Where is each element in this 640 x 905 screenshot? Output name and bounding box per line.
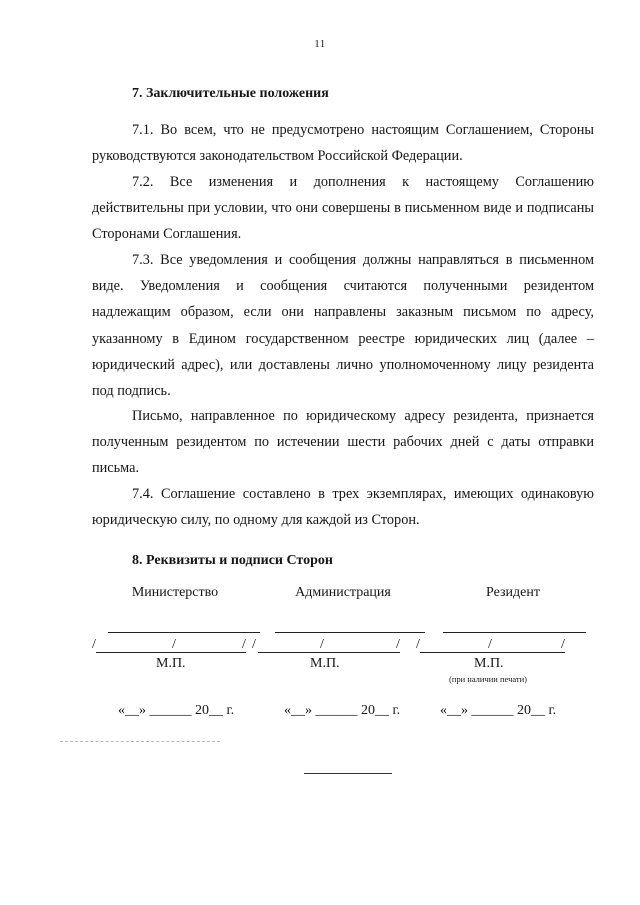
signature-slash: / — [252, 637, 256, 652]
party-title-resident: Резидент — [486, 585, 540, 600]
resident-signature-line — [420, 652, 565, 653]
signature-slash: / — [416, 637, 420, 652]
paragraph-7-3: 7.3. Все уведомления и сообщения должны направляться в письменном виде. Уведомления и сообщения считаются полученными резидентом надлежащим образом, если они направлены заказным письмом по адресу, указанному в Едином государственном реестре юридических лиц (далее – юридический адрес), или доставлены лично уполномоченному лицу резидента под подпись. — [92, 252, 594, 400]
signature-slash: / — [561, 637, 565, 652]
scan-artifact-line — [60, 741, 220, 746]
administration-date-field: «__» ______ 20__ г. — [284, 703, 401, 718]
section-8-heading: 8. Реквизиты и подписи Сторон — [132, 553, 333, 568]
signature-slash: / — [242, 637, 246, 652]
party-title-ministry: Министерство — [131, 585, 219, 600]
paragraph-7-2: 7.2. Все изменения и дополнения к настоящему Соглашению действительны при условии, что они совершены в письменном виде и подписаны Сторонами Соглашения. — [92, 174, 594, 243]
signature-slash: / — [320, 637, 324, 652]
resident-stamp-label: М.П. — [474, 656, 504, 671]
paragraph-7-1: 7.1. Во всем, что не предусмотрено настоящим Соглашением, Стороны руководствуются законодательством Российской Федерации. — [92, 122, 594, 165]
party-title-administration: Администрация — [295, 585, 391, 600]
resident-date-field: «__» ______ 20__ г. — [440, 703, 557, 718]
ministry-date-field: «__» ______ 20__ г. — [118, 703, 235, 718]
resident-stamp-note: (при наличии печати) — [448, 674, 528, 684]
administration-signature-line — [258, 652, 400, 653]
paragraph-7-4: 7.4. Соглашение составлено в трех экземплярах, имеющих одинаковую юридическую силу, по одному для каждой из Сторон. — [92, 486, 594, 529]
resident-name-line — [443, 632, 586, 633]
signature-slash: / — [396, 637, 400, 652]
signature-slash: / — [488, 637, 492, 652]
section-7-heading: 7. Заключительные положения — [132, 86, 329, 101]
page-number: 11 — [314, 38, 326, 50]
ministry-stamp-label: М.П. — [156, 656, 186, 671]
paragraph-7-3-letter: Письмо, направленное по юридическому адресу резидента, признается полученным резидентом по истечении шести рабочих дней с даты отправки письма. — [92, 408, 594, 477]
signature-slash: / — [172, 637, 176, 652]
footnote-rule — [304, 773, 392, 774]
administration-name-line — [275, 632, 425, 633]
signature-slash: / — [92, 637, 96, 652]
administration-stamp-label: М.П. — [310, 656, 340, 671]
ministry-name-line — [108, 632, 260, 633]
ministry-signature-line — [96, 652, 246, 653]
